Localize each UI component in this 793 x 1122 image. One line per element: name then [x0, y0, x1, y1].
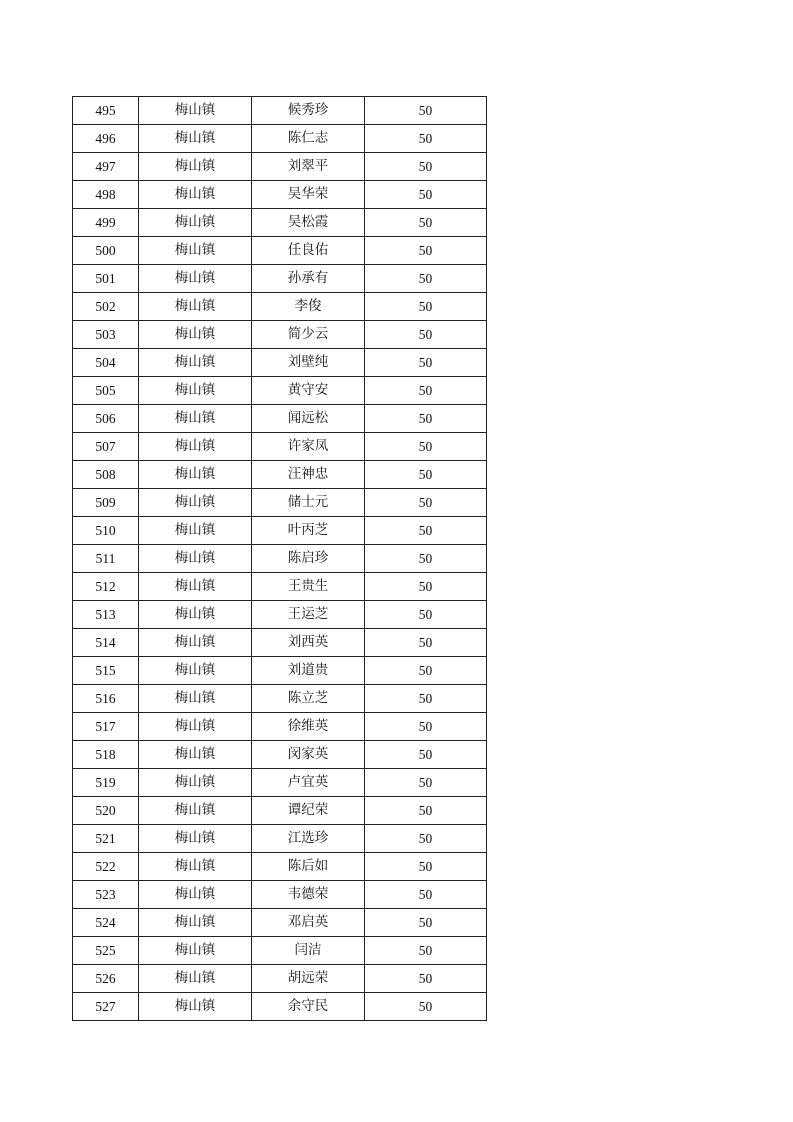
cell-town: 梅山镇 — [139, 657, 252, 685]
cell-name: 刘翠平 — [252, 153, 365, 181]
cell-name: 闵家英 — [252, 741, 365, 769]
cell-id: 508 — [73, 461, 139, 489]
cell-town: 梅山镇 — [139, 349, 252, 377]
table-row — [73, 797, 487, 825]
cell-town: 梅山镇 — [139, 209, 252, 237]
cell-id: 523 — [73, 881, 139, 909]
cell-town: 梅山镇 — [139, 125, 252, 153]
cell-town: 梅山镇 — [139, 377, 252, 405]
cell-town: 梅山镇 — [139, 853, 252, 881]
cell-amount: 50 — [365, 545, 487, 573]
cell-amount: 50 — [365, 125, 487, 153]
cell-id: 522 — [73, 853, 139, 881]
table-row — [73, 433, 487, 461]
table-row — [73, 825, 487, 853]
table-row — [73, 993, 487, 1021]
cell-town: 梅山镇 — [139, 97, 252, 125]
cell-name: 许家凤 — [252, 433, 365, 461]
table-row — [73, 209, 487, 237]
table-row — [73, 265, 487, 293]
cell-town: 梅山镇 — [139, 181, 252, 209]
cell-name: 陈启珍 — [252, 545, 365, 573]
table-body — [73, 97, 487, 1021]
cell-name: 闻远松 — [252, 405, 365, 433]
table-row — [73, 741, 487, 769]
table-row — [73, 237, 487, 265]
table-row — [73, 685, 487, 713]
cell-id: 503 — [73, 321, 139, 349]
cell-name: 吴华荣 — [252, 181, 365, 209]
cell-town: 梅山镇 — [139, 433, 252, 461]
cell-amount: 50 — [365, 433, 487, 461]
cell-town: 梅山镇 — [139, 937, 252, 965]
table-row — [73, 377, 487, 405]
cell-name: 江选珍 — [252, 825, 365, 853]
cell-town: 梅山镇 — [139, 965, 252, 993]
cell-town: 梅山镇 — [139, 321, 252, 349]
cell-id: 521 — [73, 825, 139, 853]
table-row — [73, 909, 487, 937]
cell-name: 徐维英 — [252, 713, 365, 741]
table-row — [73, 769, 487, 797]
cell-town: 梅山镇 — [139, 797, 252, 825]
cell-town: 梅山镇 — [139, 517, 252, 545]
cell-id: 527 — [73, 993, 139, 1021]
table-row — [73, 937, 487, 965]
cell-id: 526 — [73, 965, 139, 993]
cell-town: 梅山镇 — [139, 293, 252, 321]
cell-town: 梅山镇 — [139, 489, 252, 517]
cell-amount: 50 — [365, 293, 487, 321]
cell-town: 梅山镇 — [139, 573, 252, 601]
cell-amount: 50 — [365, 321, 487, 349]
cell-id: 501 — [73, 265, 139, 293]
cell-name: 刘道贵 — [252, 657, 365, 685]
cell-town: 梅山镇 — [139, 769, 252, 797]
cell-name: 叶丙芝 — [252, 517, 365, 545]
cell-name: 余守民 — [252, 993, 365, 1021]
cell-id: 512 — [73, 573, 139, 601]
cell-id: 509 — [73, 489, 139, 517]
cell-amount: 50 — [365, 657, 487, 685]
cell-id: 506 — [73, 405, 139, 433]
table-row — [73, 321, 487, 349]
cell-amount: 50 — [365, 237, 487, 265]
cell-amount: 50 — [365, 461, 487, 489]
cell-name: 韦德荣 — [252, 881, 365, 909]
cell-amount: 50 — [365, 489, 487, 517]
cell-amount: 50 — [365, 573, 487, 601]
cell-id: 505 — [73, 377, 139, 405]
cell-name: 谭纪荣 — [252, 797, 365, 825]
cell-amount: 50 — [365, 937, 487, 965]
cell-id: 498 — [73, 181, 139, 209]
cell-name: 邓启英 — [252, 909, 365, 937]
table-row — [73, 517, 487, 545]
table-row — [73, 881, 487, 909]
table-row — [73, 125, 487, 153]
cell-town: 梅山镇 — [139, 881, 252, 909]
cell-amount: 50 — [365, 405, 487, 433]
table-row — [73, 153, 487, 181]
cell-name: 胡远荣 — [252, 965, 365, 993]
cell-id: 520 — [73, 797, 139, 825]
cell-amount: 50 — [365, 769, 487, 797]
cell-name: 汪神忠 — [252, 461, 365, 489]
cell-name: 任良佑 — [252, 237, 365, 265]
cell-name: 储士元 — [252, 489, 365, 517]
table-row — [73, 97, 487, 125]
cell-amount: 50 — [365, 153, 487, 181]
cell-amount: 50 — [365, 993, 487, 1021]
cell-amount: 50 — [365, 909, 487, 937]
cell-id: 515 — [73, 657, 139, 685]
cell-amount: 50 — [365, 629, 487, 657]
cell-amount: 50 — [365, 601, 487, 629]
cell-id: 502 — [73, 293, 139, 321]
table-row — [73, 601, 487, 629]
cell-town: 梅山镇 — [139, 909, 252, 937]
cell-amount: 50 — [365, 741, 487, 769]
table-row — [73, 573, 487, 601]
cell-town: 梅山镇 — [139, 629, 252, 657]
table-row — [73, 293, 487, 321]
cell-amount: 50 — [365, 377, 487, 405]
cell-name: 候秀珍 — [252, 97, 365, 125]
cell-id: 516 — [73, 685, 139, 713]
cell-town: 梅山镇 — [139, 461, 252, 489]
table-row — [73, 349, 487, 377]
table-row — [73, 629, 487, 657]
table-row — [73, 713, 487, 741]
cell-id: 504 — [73, 349, 139, 377]
cell-id: 517 — [73, 713, 139, 741]
cell-amount: 50 — [365, 97, 487, 125]
cell-id: 499 — [73, 209, 139, 237]
cell-amount: 50 — [365, 797, 487, 825]
cell-amount: 50 — [365, 881, 487, 909]
cell-name: 陈后如 — [252, 853, 365, 881]
cell-id: 496 — [73, 125, 139, 153]
cell-name: 王贵生 — [252, 573, 365, 601]
cell-id: 519 — [73, 769, 139, 797]
cell-amount: 50 — [365, 965, 487, 993]
cell-town: 梅山镇 — [139, 713, 252, 741]
cell-amount: 50 — [365, 209, 487, 237]
table-row — [73, 405, 487, 433]
cell-id: 497 — [73, 153, 139, 181]
cell-town: 梅山镇 — [139, 265, 252, 293]
table-row — [73, 461, 487, 489]
cell-amount: 50 — [365, 265, 487, 293]
cell-name: 陈立芝 — [252, 685, 365, 713]
cell-id: 518 — [73, 741, 139, 769]
cell-id: 495 — [73, 97, 139, 125]
cell-id: 514 — [73, 629, 139, 657]
cell-name: 吴松霞 — [252, 209, 365, 237]
cell-id: 511 — [73, 545, 139, 573]
table-row — [73, 965, 487, 993]
cell-amount: 50 — [365, 713, 487, 741]
cell-amount: 50 — [365, 349, 487, 377]
cell-id: 507 — [73, 433, 139, 461]
cell-id: 525 — [73, 937, 139, 965]
cell-name: 闫洁 — [252, 937, 365, 965]
cell-name: 黄守安 — [252, 377, 365, 405]
cell-name: 陈仁志 — [252, 125, 365, 153]
cell-amount: 50 — [365, 825, 487, 853]
table-row — [73, 545, 487, 573]
cell-id: 500 — [73, 237, 139, 265]
cell-town: 梅山镇 — [139, 237, 252, 265]
table-row — [73, 181, 487, 209]
cell-amount: 50 — [365, 853, 487, 881]
cell-name: 简少云 — [252, 321, 365, 349]
cell-id: 524 — [73, 909, 139, 937]
cell-town: 梅山镇 — [139, 545, 252, 573]
table-row — [73, 489, 487, 517]
table-row — [73, 853, 487, 881]
cell-town: 梅山镇 — [139, 685, 252, 713]
cell-amount: 50 — [365, 181, 487, 209]
cell-name: 孙承有 — [252, 265, 365, 293]
cell-id: 510 — [73, 517, 139, 545]
cell-name: 王运芝 — [252, 601, 365, 629]
cell-name: 李俊 — [252, 293, 365, 321]
cell-town: 梅山镇 — [139, 153, 252, 181]
cell-name: 刘壁纯 — [252, 349, 365, 377]
cell-amount: 50 — [365, 685, 487, 713]
table-row — [73, 657, 487, 685]
cell-amount: 50 — [365, 517, 487, 545]
cell-town: 梅山镇 — [139, 601, 252, 629]
cell-name: 卢宜英 — [252, 769, 365, 797]
cell-town: 梅山镇 — [139, 825, 252, 853]
data-table — [72, 96, 487, 1021]
cell-name: 刘西英 — [252, 629, 365, 657]
cell-town: 梅山镇 — [139, 741, 252, 769]
cell-town: 梅山镇 — [139, 993, 252, 1021]
cell-id: 513 — [73, 601, 139, 629]
cell-town: 梅山镇 — [139, 405, 252, 433]
